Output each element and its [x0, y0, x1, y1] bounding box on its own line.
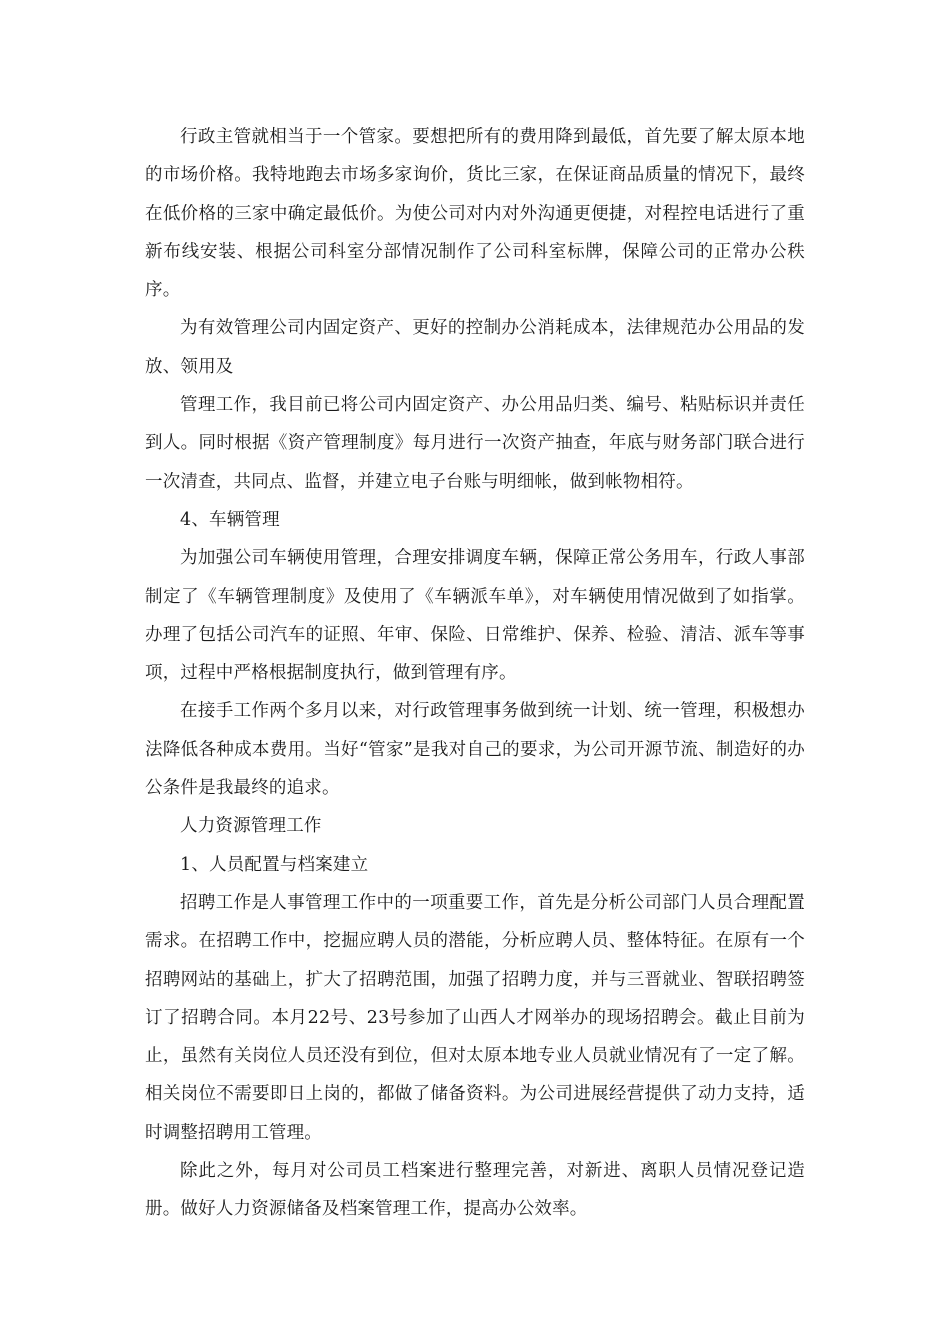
heading-staffing-and-records: 1、人员配置与档案建立: [180, 854, 369, 875]
paragraph-admin-summary: 在接手工作两个多月以来，对行政管理事务做到统一计划、统一管理，积极想办法降低各种成本费用。当好“管家”是我对自己的要求，为公司开源节流、制造好的办公条件是我最终的追求。: [145, 701, 805, 799]
paragraph-employee-records: 除此之外，每月对公司员工档案进行整理完善，对新进、离职人员情况登记造册。做好人力资源储备及档案管理工作，提高办公效率。: [145, 1161, 805, 1220]
heading-hr-management: 人力资源管理工作: [180, 816, 322, 837]
paragraph-recruitment: 招聘工作是人事管理工作中的一项重要工作，首先是分析公司部门人员合理配置需求。在招聘工作中，挖掘应聘人员的潜能，分析应聘人员、整体特征。在原有一个招聘网站的基础上，扩大了招聘范围，加强了招聘力度，并与三晋就业、智联招聘签订了招聘合同。本月22号、23号参加了山西人才网举办的现场招聘会。截止目前为止，虽然有关岗位人员还没有到位，但对太原本地专业人员就业情况有了一定了解。相关岗位不需要即日上岗的，都做了储备资料。为公司进展经营提供了动力支持，适时调整招聘用工管理。: [145, 892, 805, 1143]
document-body: [145, 118, 805, 1229]
paragraph-vehicle-management: 为加强公司车辆使用管理，合理安排调度车辆，保障正常公务用车，行政人事部制定了《车辆管理制度》及使用了《车辆派车单》，对车辆使用情况做到了如指掌。办理了包括公司汽车的证照、年审、保险、日常维护、保养、检验、清洁、派车等事项，过程中严格根据制度执行，做到管理有序。: [145, 548, 805, 684]
heading-vehicle-management: 4、车辆管理: [180, 509, 280, 530]
paragraph-fixed-assets-management: 管理工作，我目前已将公司内固定资产、办公用品归类、编号、粘贴标识并责任到人。同时根据《资产管理制度》每月进行一次资产抽查，年底与财务部门联合进行一次清查，共同点、监督，并建立电子台账与明细帐，做到帐物相符。: [145, 395, 805, 492]
paragraph-admin-supervisor: 行政主管就相当于一个管家。要想把所有的费用降到最低，首先要了解太原本地的市场价格。我特地跑去市场多家询价，货比三家，在保证商品质量的情况下，最终在低价格的三家中确定最低价。为使公司对内对外沟通更便捷，对程控电话进行了重新布线安装、根据公司科室分部情况制作了公司科室标牌，保障公司的正常办公秩序。: [145, 127, 805, 301]
paragraph-fixed-assets-intro: 为有效管理公司内固定资产、更好的控制办公消耗成本，法律规范办公用品的发放、领用及: [145, 318, 805, 377]
